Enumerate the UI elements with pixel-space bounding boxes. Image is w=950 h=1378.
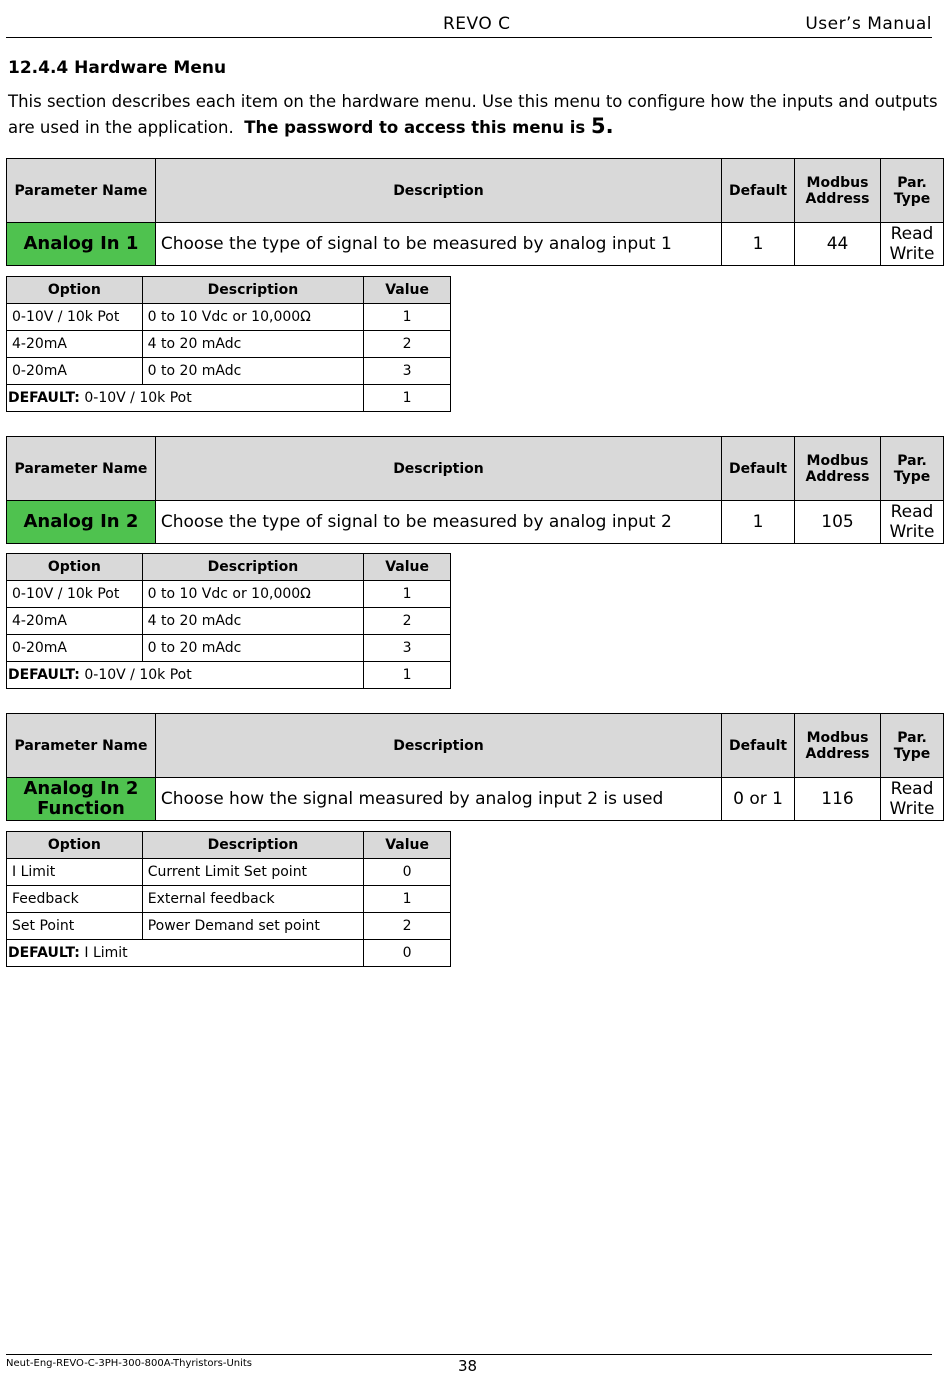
option-description: Current Limit Set point xyxy=(142,859,363,886)
option-value: 1 xyxy=(364,886,451,913)
option-name: Feedback xyxy=(7,886,143,913)
option-description: 0 to 10 Vdc or 10,000Ω xyxy=(142,581,363,608)
param-table-analog-in-1 xyxy=(6,158,944,266)
option-value: 3 xyxy=(364,358,451,385)
table-row xyxy=(7,608,451,635)
header-option: Option xyxy=(7,277,143,304)
header-option: Option xyxy=(7,832,143,859)
option-name: 0-10V / 10k Pot xyxy=(7,581,143,608)
option-description: 4 to 20 mAdc xyxy=(142,608,363,635)
header-par-type: Par. Type xyxy=(880,437,943,501)
manual-title: User’s Manual xyxy=(805,14,932,34)
param-description: Choose the type of signal to be measured by analog input 1 xyxy=(155,223,721,266)
password-value: 5. xyxy=(590,114,614,138)
header-default: Default xyxy=(722,714,795,778)
header-parameter-name: Parameter Name xyxy=(7,437,156,501)
header-option-description: Description xyxy=(142,277,363,304)
option-table-analog-in-1 xyxy=(6,276,451,412)
param-type: Read Write xyxy=(881,778,944,821)
param-modbus: 44 xyxy=(795,223,881,266)
option-value: 1 xyxy=(364,304,451,331)
option-description: 4 to 20 mAdc xyxy=(142,331,363,358)
default-row xyxy=(7,385,451,412)
header-default: Default xyxy=(722,437,795,501)
page-header xyxy=(6,14,932,38)
option-value: 3 xyxy=(364,635,451,662)
param-default: 1 xyxy=(722,223,795,266)
option-value: 0 xyxy=(364,859,451,886)
option-name: 0-20mA xyxy=(7,635,143,662)
default-value: 1 xyxy=(364,385,451,412)
option-table-analog-in-2 xyxy=(6,553,451,689)
header-modbus-address: Modbus Address xyxy=(795,159,881,223)
option-description: External feedback xyxy=(142,886,363,913)
header-description: Description xyxy=(155,714,721,778)
default-value: 1 xyxy=(364,662,451,689)
param-description: Choose how the signal measured by analog input 2 is used xyxy=(155,778,721,821)
option-name: 4-20mA xyxy=(7,331,143,358)
header-default: Default xyxy=(722,159,795,223)
default-row xyxy=(7,940,451,967)
default-row xyxy=(7,662,451,689)
param-modbus: 105 xyxy=(795,501,881,544)
param-name: Analog In 2 Function xyxy=(7,778,156,821)
option-table-analog-in-2-function xyxy=(6,831,451,967)
param-name: Analog In 2 xyxy=(7,501,156,544)
header-option: Option xyxy=(7,554,143,581)
param-name: Analog In 1 xyxy=(7,223,156,266)
param-type: Read Write xyxy=(880,501,943,544)
table-row xyxy=(7,913,451,940)
page-footer xyxy=(6,1354,932,1375)
table-row xyxy=(7,581,451,608)
param-type: Read Write xyxy=(880,223,943,266)
header-par-type: Par. Type xyxy=(880,159,943,223)
option-description: 0 to 10 Vdc or 10,000Ω xyxy=(142,304,363,331)
header-modbus-address: Modbus Address xyxy=(795,437,881,501)
param-modbus: 116 xyxy=(795,778,881,821)
page-number: 38 xyxy=(458,1357,478,1375)
header-modbus-address: Modbus Address xyxy=(795,714,881,778)
option-value: 2 xyxy=(364,331,451,358)
option-description: 0 to 20 mAdc xyxy=(142,358,363,385)
param-default: 0 or 1 xyxy=(722,778,795,821)
header-parameter-name: Parameter Name xyxy=(7,714,156,778)
header-option-description: Description xyxy=(142,832,363,859)
option-name: 0-20mA xyxy=(7,358,143,385)
option-description: 0 to 20 mAdc xyxy=(142,635,363,662)
header-description: Description xyxy=(155,437,721,501)
param-table-analog-in-2 xyxy=(6,436,944,544)
password-text: The password to access this menu is xyxy=(244,118,591,137)
table-row xyxy=(7,859,451,886)
param-table-analog-in-2-function xyxy=(6,713,944,821)
default-value: 0 xyxy=(364,940,451,967)
default-option: DEFAULT: I Limit xyxy=(7,940,364,967)
header-value: Value xyxy=(364,832,451,859)
default-option: DEFAULT: 0-10V / 10k Pot xyxy=(7,662,364,689)
header-value: Value xyxy=(364,554,451,581)
table-row xyxy=(7,358,451,385)
document-id: Neut-Eng-REVO-C-3PH-300-800A-Thyristors-Units xyxy=(6,1358,253,1369)
option-name: 0-10V / 10k Pot xyxy=(7,304,143,331)
option-value: 1 xyxy=(364,581,451,608)
section-title: 12.4.4 Hardware Menu xyxy=(8,58,227,78)
table-row xyxy=(7,304,451,331)
option-value: 2 xyxy=(364,608,451,635)
header-par-type: Par. Type xyxy=(881,714,944,778)
table-row xyxy=(7,331,451,358)
option-name: I Limit xyxy=(7,859,143,886)
header-parameter-name: Parameter Name xyxy=(7,159,156,223)
section-intro xyxy=(8,90,938,140)
default-option: DEFAULT: 0-10V / 10k Pot xyxy=(7,385,364,412)
header-description: Description xyxy=(155,159,721,223)
table-row xyxy=(7,635,451,662)
option-value: 2 xyxy=(364,913,451,940)
option-description: Power Demand set point xyxy=(142,913,363,940)
intro-text: This section describes each item on the hardware menu. Use this menu to configure how the inputs and outputs are used in the application. xyxy=(8,92,938,137)
header-value: Value xyxy=(364,277,451,304)
product-name: REVO C xyxy=(443,14,511,34)
table-row xyxy=(7,886,451,913)
param-description: Choose the type of signal to be measured by analog input 2 xyxy=(155,501,721,544)
option-name: 4-20mA xyxy=(7,608,143,635)
param-default: 1 xyxy=(722,501,795,544)
option-name: Set Point xyxy=(7,913,143,940)
header-option-description: Description xyxy=(142,554,363,581)
